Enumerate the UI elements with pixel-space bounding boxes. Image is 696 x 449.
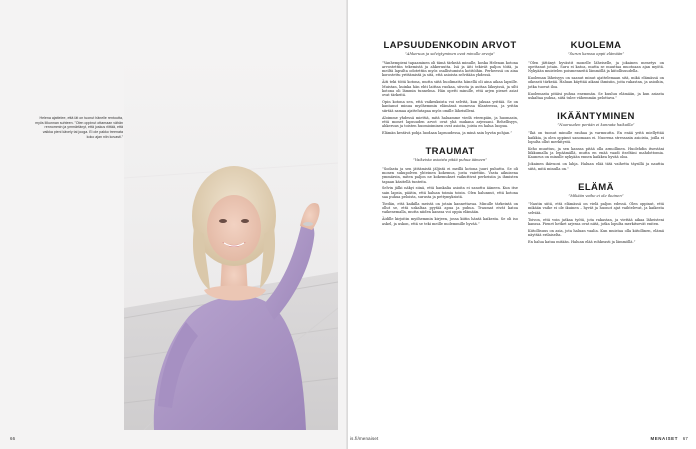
paragraph: Kiitollisuus on asia, jota haluan vaalia. Kun muistaa olla kiitollinen, elämä näyttää erilaiselta.: [528, 228, 664, 238]
section-body-kuolema: [528, 61, 664, 101]
paragraph: En halua katua mitään. Haluan elää rohkeasti ja lämmöllä.”: [528, 239, 636, 244]
article-column-2: [528, 40, 664, 247]
paragraph: Kuolemasta pitäisi puhua enemmän. Se kuuluu elämään, ja kun asiasta uskaltaa puhua, siitä tulee vähemmän pelottava.”: [528, 91, 664, 100]
magazine-url: is.fi/menaiset: [350, 436, 379, 441]
paragraph: Aloimme yhdessä miettiä, mitä haluamme viedä eteenpäin, ja huomasin, että monet lapsuuden arvot ovat yhä mukana arjessani. Rehellisyys, ahkeruus ja toisten huomioiminen ovat asioita, joista en halua luopua.: [382, 115, 518, 129]
section-body-ikaantyminen: [528, 131, 664, 171]
section-title-elama: ELÄMÄ: [578, 181, 614, 193]
paragraph: Toivon, että voin jatkaa työtä, jota rakastan, ja viettää aikaa läheisteni kanssa. Pienet hetket arjessa ovat niitä, jotka lopulta merkitsevät eniten.: [528, 217, 664, 226]
section-subtitle-ikaantyminen: ”Nuoruuden perään ei kannata haikailla”: [557, 122, 635, 127]
photo-caption: Helena ajattelee, että iät on tuonut hänelle rentoutta, myös liikunnan suhteen. ”Olen oppinut ottamaan vähän rennommin ja ymmärtänyt, että joskus riittää, että vaikka pieni kävely tai jooga. Ei ole pakko treenata koko ajan niin kovasti.”: [35, 116, 123, 139]
paragraph: ”Sodasta ja sen jättämistä jäljistä ei meillä kotona juuri puhuttu. Se oli monen sukupolven yhteinen kokemus, josta vaiettiin. Vasta aikuisena ymmärsin, miten paljon ne kokemukset vaikuttivat perheisiin ja ihmisten tapaan käsitellä tunteita.: [382, 166, 518, 184]
section-subtitle-traumat: ”Vaikeista asioista pitää puhua ääneen”: [412, 158, 488, 163]
paragraph: Äidille kirjoitin myöhemmin kirjeen, jossa kiitin häntä kaikesta. Se oli iso askel, ja uskon, että se teki meille molemmille hyvää.”: [382, 217, 518, 226]
paragraph: Opin kotona sen, että vaikeuksista voi selvitä, kun jaksaa yrittää. Se on kantanut minua myöhemmin elämässä monessa tilanteessa, ja yritän siirtää samaa ajattelutapaa myös omille läheisilleni.: [382, 100, 518, 113]
paragraph: Selvin jälki näkyi siinä, että hankalia asioita ei sanottu ääneen. Kun itse sain lapsia, päätin, että haluan toimia toisin. Olen halunnut, että kotona saa puhua peloista, surusta ja pettymyksistä.: [382, 186, 518, 199]
section-body-elama: [528, 202, 664, 244]
section-title-lapsuudenkodin-arvot: LAPSUUDENKODIN ARVOT: [383, 40, 517, 51]
section-body-traumat: [382, 167, 518, 226]
paragraph: Elämän kestävä pohja luodaan lapsuudessa, ja minä sain hyvän pohjan.”: [382, 131, 513, 136]
section-subtitle-kuolema: ”Surun kanssa oppii elämään”: [567, 52, 625, 56]
paragraph: Tiedän, että kaikilla meistä on jotain kannettavaa. Minulle tärkeintä on ollut se, että uskaltaa pyytää apua ja puhua. Traumat eivät katoa vaikenemalla, mutta niiden kanssa voi oppia elämään.: [382, 201, 518, 215]
paragraph: ”Vanhempieni tapaaminen oli tämä tärkeää minulle, koska Helenan kotona arvostettiin tekemistä ja ahkeruutta. Isä ja äiti tekivät paljon töitä, ja meiltä lapsilta odotettiin myös osallistumista kotitöihin. Perheessä on aina korostettu yrittämistä ja sitä, että asioista selvitään yhdessä.: [382, 60, 518, 78]
paragraph: Jokainen ikävuosi on lahja. Haluan elää tätä vaihetta täysillä ja nauttia siitä, mitä minulla on.”: [528, 162, 664, 171]
section-subtitle-lapsuudenkodin-arvot: ”Ahkeruus ja selviytyminen ovat minulle arvoja”: [404, 52, 496, 56]
section-title-traumat: TRAUMAT: [425, 146, 475, 158]
paragraph: Keho muuttuu, ja sen kanssa pitää olla armollinen. Huolehdin itsestäni liikkumalla ja lepäämällä, mutta en enää vaadi itseltäni mahdottomia. Kauneus on minulle nykyään ennen kaikkea hyvää oloa.: [528, 146, 664, 160]
paragraph: Kuoleman läheisyys on saanut minut ajattelemaan sitä, mikä elämässä on oikeasti tärkeää. Haluan käyttää aikani ihmisiin, joita rakastan, ja asioihin, jotka tuovat iloa.: [528, 76, 664, 89]
page-number-left: 66: [10, 436, 16, 441]
section-title-ikaantyminen: IKÄÄNTYMINEN: [557, 110, 635, 122]
section-title-kuolema: KUOLEMA: [570, 40, 622, 51]
paragraph: ”Ikä on tuonut minulle rauhaa ja varmuutta. En enää yritä miellyttää kaikkia, ja olen oppinut sanomaan ei. Nuorena stressasin asioista, joilla ei lopulta ollut merkitystä.: [528, 131, 664, 144]
article-column-1: [382, 40, 518, 229]
magazine-brand: MENAISET: [650, 436, 678, 441]
paragraph: Äiti teki töitä kotona, mutta siitä huolimatta hänellä oli aina aikaa lapsille. Muistan, kuinka hän ehti laittaa ruokaa, siivota ja auttaa läksyissä, ja silti kotona oli lämmin tunnelma. Hän opetti minulle, että arjen pienet asiat ovat tärkeitä.: [382, 80, 518, 98]
page-number-right: 67: [682, 436, 688, 441]
section-body-lapsuudenkodin-arvot: [382, 61, 518, 136]
paragraph: ”Olen jättänyt hyvästit monelle läheiselle, ja jokainen menetys on opettanut jotain. Suru ei katoa, mutta se muuttaa muotoaan ajan myötä. Nykyään muistelen poismenneitä lämmöllä ja kiitollisuudella.: [528, 60, 664, 74]
section-subtitle-elama: ”Mikään vaihe ei ole ikuinen”: [568, 193, 624, 198]
paragraph: ”Nautin siitä, että elämässä on vielä paljon edessä. Olen oppinut, että mikään vaihe ei ole ikuinen – hyvät ja huonot ajat vaihtelevat, ja kaikesta selviää.: [528, 202, 664, 215]
portrait-photo: [124, 58, 338, 430]
